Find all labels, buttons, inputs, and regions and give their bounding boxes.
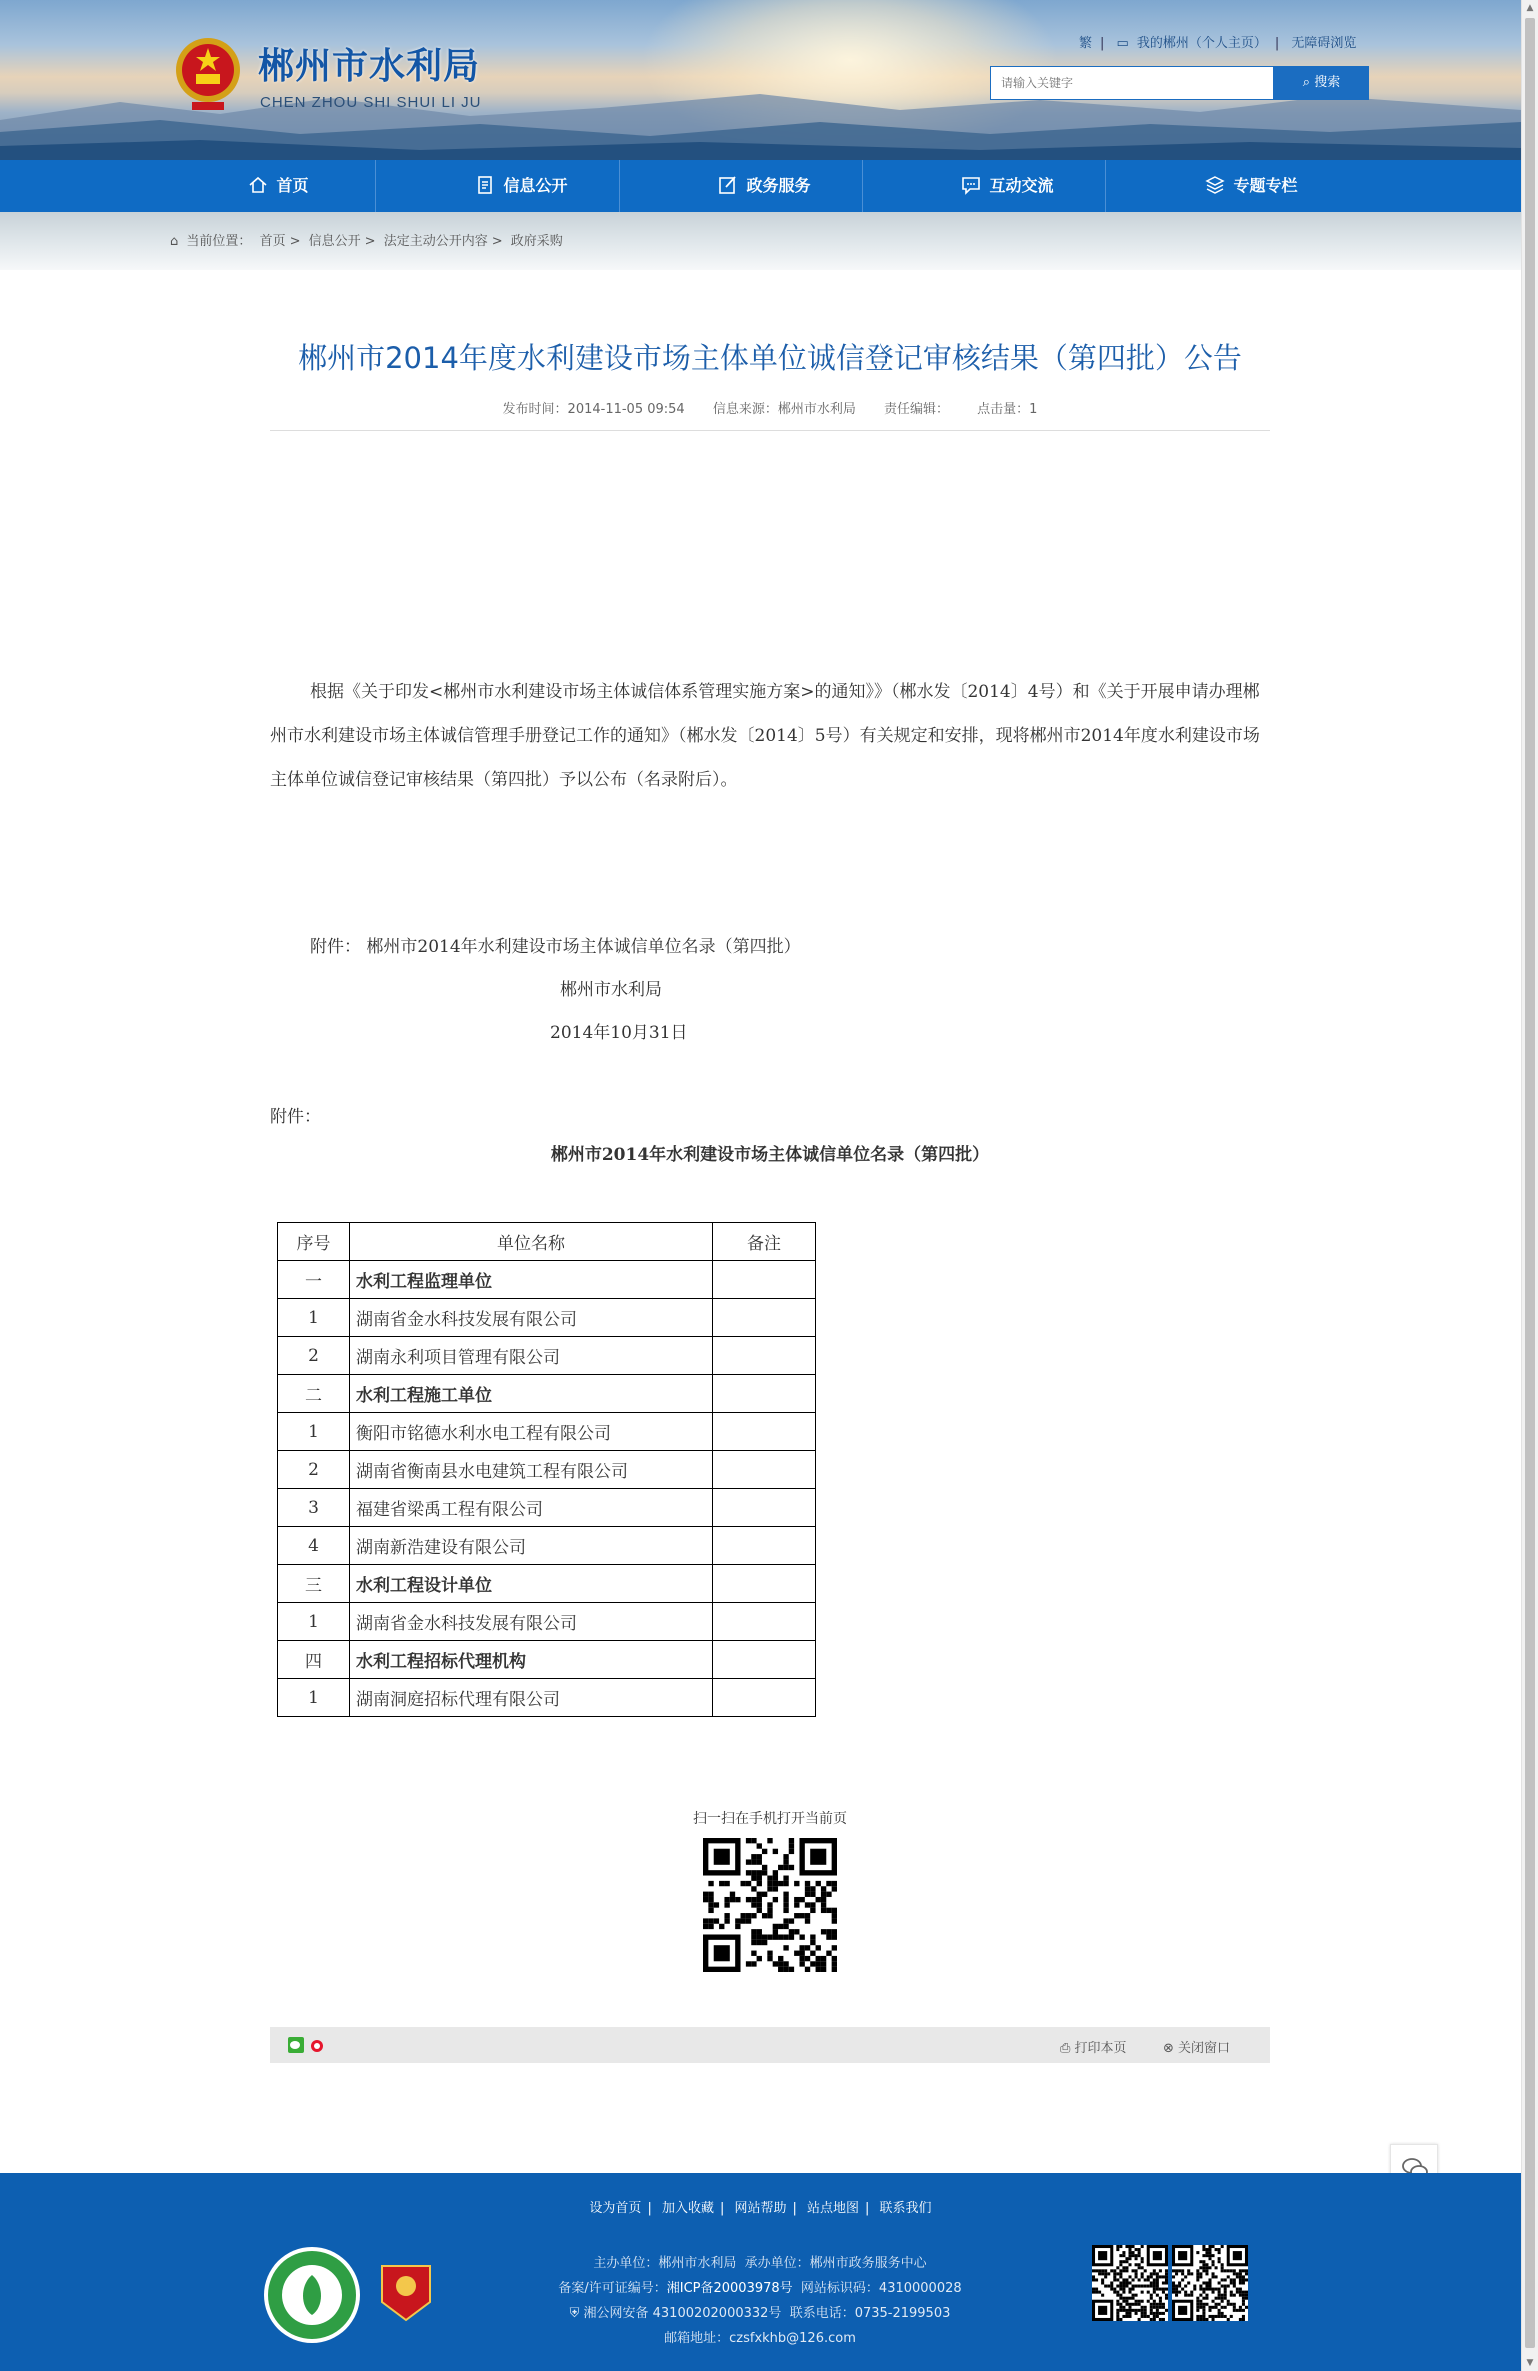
nav-interaction[interactable]: 互动交流 bbox=[886, 160, 1129, 212]
footer-link-homepage[interactable]: 设为首页 bbox=[589, 2201, 642, 2216]
scroll-up-arrow[interactable]: ▲ bbox=[1526, 3, 1534, 13]
operator-unit: 承办单位：郴州市政务服务中心 bbox=[744, 2256, 927, 2271]
title-divider bbox=[270, 430, 1270, 431]
site-code: 网站标识码：4310000028 bbox=[800, 2281, 962, 2296]
article-meta bbox=[270, 398, 1270, 417]
footer-link-help[interactable]: 网站帮助 bbox=[734, 2201, 787, 2216]
contact-phone: 联系电话：0735-2199503 bbox=[789, 2306, 951, 2321]
search-input[interactable] bbox=[990, 66, 1274, 100]
row-note bbox=[713, 1451, 816, 1489]
row-number: 四 bbox=[278, 1641, 350, 1679]
row-note bbox=[713, 1527, 816, 1565]
site-title[interactable]: 郴州市水利局 bbox=[258, 46, 481, 87]
header-name: 单位名称 bbox=[350, 1223, 713, 1261]
row-note bbox=[713, 1413, 816, 1451]
footer-links: 设为首页 | 加入收藏 | 网站帮助 | 站点地图 | 联系我们 bbox=[589, 2201, 932, 2216]
footer-qr-code-2 bbox=[1172, 2245, 1248, 2321]
table-row bbox=[278, 1299, 816, 1337]
unit-name: 湖南省衡南县水电建筑工程有限公司 bbox=[350, 1451, 713, 1489]
edit-icon bbox=[718, 175, 738, 195]
row-note bbox=[713, 1299, 816, 1337]
row-note bbox=[713, 1565, 816, 1603]
layers-icon bbox=[1205, 175, 1225, 195]
footer-link-contact[interactable]: 联系我们 bbox=[879, 2201, 932, 2216]
header-note: 备注 bbox=[713, 1223, 816, 1261]
print-button[interactable]: ⎙ 打印本页 bbox=[1060, 2041, 1127, 2056]
weibo-icon[interactable] bbox=[309, 2037, 325, 2053]
unit-name: 湖南新浩建设有限公司 bbox=[350, 1527, 713, 1565]
row-number: 2 bbox=[278, 1337, 350, 1375]
breadcrumb-separator: > bbox=[289, 234, 301, 249]
row-number: 1 bbox=[278, 1413, 350, 1451]
wechat-icon[interactable] bbox=[288, 2037, 304, 2053]
close-window-button[interactable]: ⊗ 关闭窗口 bbox=[1163, 2041, 1231, 2056]
table-row bbox=[278, 1527, 816, 1565]
nav-government-services[interactable]: 政务服务 bbox=[643, 160, 886, 212]
breadcrumb-prefix: 当前位置： bbox=[186, 234, 252, 249]
unit-name: 湖南省金水科技发展有限公司 bbox=[350, 1299, 713, 1337]
row-number: 1 bbox=[278, 1679, 350, 1717]
police-icon: ⛨ bbox=[569, 2306, 584, 2321]
unit-name: 湖南省金水科技发展有限公司 bbox=[350, 1603, 713, 1641]
body-paragraph: 根据《关于印发<郴州市水利建设市场主体诚信体系管理实施方案>的通知》》（郴水发〔2014〕4号）和《关于开展申请办理郴州市水利建设市场主体诚信管理手册登记工作的通知》（郴水发〔2014〕5号）有关规定和安排，现将郴州市2014年度水利建设市场主体单位诚信登记审核结果（第四批）予以公布（名录附后）。 bbox=[270, 682, 1260, 790]
breadcrumb-item-info[interactable]: 信息公开 bbox=[308, 234, 361, 249]
chat-icon bbox=[961, 175, 981, 195]
nav-divider bbox=[862, 160, 863, 212]
site-header bbox=[0, 0, 1521, 160]
hit-count: 点击量：1 bbox=[977, 402, 1038, 417]
icp-label: 备案/许可证编号： bbox=[558, 2281, 667, 2296]
row-note bbox=[713, 1641, 816, 1679]
nav-special-topics[interactable]: 专题专栏 bbox=[1130, 160, 1373, 212]
table-row bbox=[278, 1679, 816, 1717]
row-note bbox=[713, 1679, 816, 1717]
home-icon bbox=[248, 175, 268, 195]
nav-divider bbox=[619, 160, 620, 212]
document-icon bbox=[475, 175, 495, 195]
icp-link[interactable]: 湘ICP备20003978号 bbox=[666, 2281, 793, 2296]
party-badge-logo[interactable] bbox=[378, 2262, 434, 2324]
scrollbar-thumb[interactable] bbox=[1525, 18, 1535, 2348]
row-note bbox=[713, 1489, 816, 1527]
unit-name: 水利工程设计单位 bbox=[350, 1565, 713, 1603]
search-button[interactable]: ⌕ 搜索 bbox=[1274, 66, 1369, 100]
info-source: 信息来源：郴州市水利局 bbox=[712, 402, 856, 417]
table-row bbox=[278, 1489, 816, 1527]
row-number: 1 bbox=[278, 1299, 350, 1337]
row-note bbox=[713, 1337, 816, 1375]
nav-divider bbox=[375, 160, 376, 212]
unit-list-table bbox=[277, 1222, 816, 1717]
search-icon: ⌕ bbox=[1302, 75, 1315, 90]
unit-name: 湖南永利项目管理有限公司 bbox=[350, 1337, 713, 1375]
sign-date: 2014年10月31日 bbox=[550, 1023, 688, 1043]
publish-time: 发布时间：2014-11-05 09:54 bbox=[502, 402, 685, 417]
traditional-chinese-link[interactable]: 繁 bbox=[1079, 36, 1093, 51]
contact-email: 邮箱地址：czsfxkhb@126.com bbox=[664, 2331, 856, 2346]
main-nav bbox=[0, 160, 1521, 212]
unit-name: 衡阳市铭德水利水电工程有限公司 bbox=[350, 1413, 713, 1451]
scroll-down-arrow[interactable]: ▼ bbox=[1526, 2358, 1534, 2368]
footer-qr-code-1 bbox=[1092, 2245, 1168, 2321]
table-row bbox=[278, 1451, 816, 1489]
footer-link-sitemap[interactable]: 站点地图 bbox=[807, 2201, 860, 2216]
nav-home[interactable]: 首页 bbox=[157, 160, 400, 212]
unit-name: 水利工程监理单位 bbox=[350, 1261, 713, 1299]
article-title: 郴州市2014年度水利建设市场主体单位诚信登记审核结果（第四批）公告 bbox=[298, 341, 1242, 375]
table-row bbox=[278, 1565, 816, 1603]
qr-label: 扫一扫在手机打开当前页 bbox=[693, 1811, 847, 1827]
nav-info-disclosure[interactable]: 信息公开 bbox=[400, 160, 643, 212]
row-number: 1 bbox=[278, 1603, 350, 1641]
nav-divider bbox=[1105, 160, 1106, 212]
breadcrumb-item-statutory[interactable]: 法定主动公开内容 bbox=[383, 234, 488, 249]
vertical-scrollbar[interactable] bbox=[1521, 0, 1538, 2371]
row-number: 3 bbox=[278, 1489, 350, 1527]
table-row bbox=[278, 1375, 816, 1413]
header-no: 序号 bbox=[278, 1223, 350, 1261]
row-number: 三 bbox=[278, 1565, 350, 1603]
host-unit: 主办单位：郴州市水利局 bbox=[593, 2256, 737, 2271]
share-bar bbox=[270, 2027, 1270, 2063]
editor: 责任编辑： bbox=[884, 402, 950, 417]
qr-code bbox=[703, 1838, 837, 1972]
table-row bbox=[278, 1413, 816, 1451]
attachment-line[interactable]: 附件： 郴州市2014年水利建设市场主体诚信单位名录（第四批） bbox=[310, 937, 801, 957]
top-links: 繁 | ▭ 我的郴州（个人主页） | 无障碍浏览 bbox=[1079, 36, 1357, 51]
signature: 郴州市水利局 bbox=[560, 980, 662, 1000]
row-note bbox=[713, 1261, 816, 1299]
site-pinyin: CHEN ZHOU SHI SHUI LI JU bbox=[260, 94, 482, 111]
home-icon: ⌂ bbox=[170, 234, 179, 249]
attachment-label: 附件： bbox=[270, 1107, 321, 1127]
row-number: 二 bbox=[278, 1375, 350, 1413]
unit-name: 福建省梁禹工程有限公司 bbox=[350, 1489, 713, 1527]
unit-name: 水利工程施工单位 bbox=[350, 1375, 713, 1413]
table-row bbox=[278, 1261, 816, 1299]
list-title: 郴州市2014年水利建设市场主体诚信单位名录（第四批） bbox=[550, 1145, 990, 1165]
breadcrumb-item-home[interactable]: 首页 bbox=[259, 234, 286, 249]
police-record[interactable]: 湘公网安备 43100202000332号 bbox=[583, 2306, 782, 2321]
table-row bbox=[278, 1603, 816, 1641]
footer-link-favorite[interactable]: 加入收藏 bbox=[661, 2201, 714, 2216]
breadcrumb-separator: > bbox=[491, 234, 503, 249]
table-body bbox=[278, 1261, 816, 1717]
row-note bbox=[713, 1603, 816, 1641]
footer-info bbox=[500, 2251, 1020, 2351]
national-emblem-logo bbox=[172, 34, 244, 114]
row-note bbox=[713, 1375, 816, 1413]
table-row bbox=[278, 1641, 816, 1679]
close-icon: ⊗ bbox=[1163, 2041, 1179, 2056]
site-footer bbox=[0, 2173, 1521, 2371]
row-number: 一 bbox=[278, 1261, 350, 1299]
table-row bbox=[278, 1337, 816, 1375]
my-chenzhou-link[interactable]: 我的郴州（个人主页） bbox=[1136, 36, 1267, 51]
accessibility-link[interactable]: 无障碍浏览 bbox=[1291, 36, 1357, 51]
unit-name: 湖南洞庭招标代理有限公司 bbox=[350, 1679, 713, 1717]
breadcrumb bbox=[170, 230, 567, 249]
share-icons bbox=[288, 2037, 325, 2057]
monitor-icon: ▭ bbox=[1116, 36, 1129, 51]
breadcrumb-item-procurement[interactable]: 政府采购 bbox=[510, 234, 563, 249]
printer-icon: ⎙ bbox=[1060, 2041, 1075, 2056]
breadcrumb-separator: > bbox=[364, 234, 376, 249]
row-number: 2 bbox=[278, 1451, 350, 1489]
row-number: 4 bbox=[278, 1527, 350, 1565]
civilization-badge-logo[interactable] bbox=[262, 2245, 362, 2345]
table-header-row bbox=[278, 1223, 816, 1261]
unit-name: 水利工程招标代理机构 bbox=[350, 1641, 713, 1679]
